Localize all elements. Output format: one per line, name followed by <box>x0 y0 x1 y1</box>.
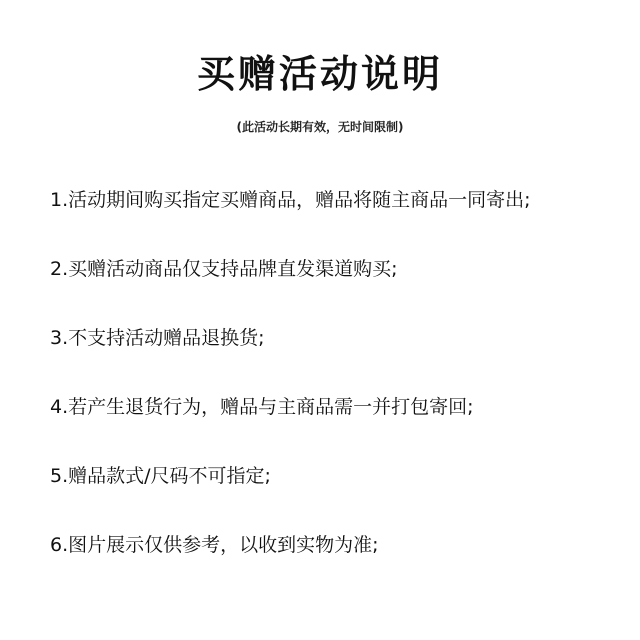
page-title: 买赠活动说明 <box>196 52 443 96</box>
rule-item-6: 6.图片展示仅供参考，以收到实物为准; <box>50 534 379 556</box>
rules-list <box>50 186 620 600</box>
rule-item-4: 4.若产生退货行为，赠品与主商品需一并打包寄回; <box>50 396 474 418</box>
rule-item-2: 2.买赠活动商品仅支持品牌直发渠道购买; <box>50 258 398 280</box>
rule-item-1: 1.活动期间购买指定买赠商品，赠品将随主商品一同寄出; <box>50 189 531 211</box>
rule-item-3: 3.不支持活动赠品退换货; <box>50 327 265 349</box>
validity-note: (此活动长期有效，无时间限制) <box>236 120 404 134</box>
rule-item-5: 5.赠品款式/尺码不可指定; <box>50 465 271 487</box>
